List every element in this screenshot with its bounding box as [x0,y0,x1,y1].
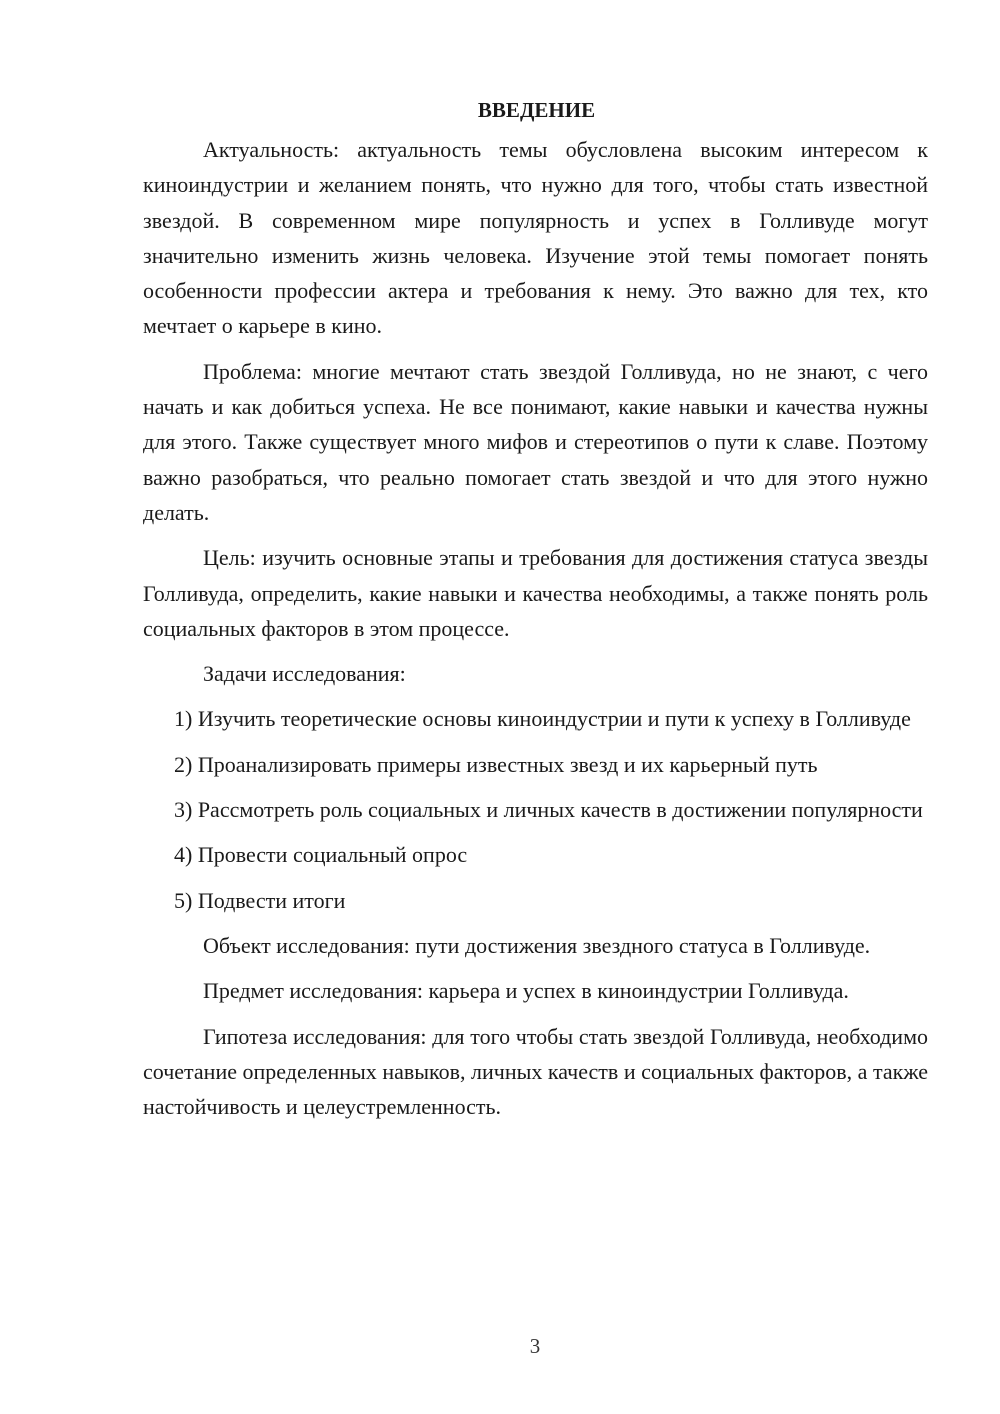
task-item-4: 4) Провести социальный опрос [174,842,468,868]
task-item-2: 2) Проанализировать примеры известных звезд и их карьерный путь [174,751,818,777]
object-paragraph: Объект исследования: пути достижения звездного статуса в Голливуде. [203,932,871,958]
page-title: ВВЕДЕНИЕ [477,98,596,122]
task-item-5: 5) Подвести итоги [174,887,346,913]
tasks-title: Задачи исследования: [203,661,406,687]
task-item-1: 1) Изучить теоретические основы киноиндустрии и пути к успеху в Голливуде [174,706,911,732]
problem-paragraph: Проблема: многие мечтают стать звездой Голливуда, но не знают, с чего начать и как добиться успеха. Не все понимают, какие навыки и качества нужны для этого. Также существует много мифов и стереотипов о пути к славе. Поэтому важно разобраться, что реально помогает стать звездой и что для этого нужно делать. [143,358,928,525]
hypothesis-paragraph: Гипотеза исследования: для того чтобы стать звездой Голливуда, необходимо сочетание определенных навыков, личных качеств и социальных факторов, а также настойчивость и целеустремленность. [143,1023,928,1120]
task-item-3: 3) Рассмотреть роль социальных и личных качеств в достижении популярности [174,797,923,823]
goal-paragraph: Цель: изучить основные этапы и требования для достижения статуса звезды Голливуда, определить, какие навыки и качества необходимы, а также понять роль социальных факторов в этом процессе. [143,545,928,641]
page-number: 3 [529,1334,541,1358]
subject-paragraph: Предмет исследования: карьера и успех в киноиндустрии Голливуда. [203,978,849,1004]
page-content [143,94,928,1124]
relevance-paragraph: Актуальность: актуальность темы обусловлена высоким интересом к киноиндустрии и желанием понять, что нужно для того, чтобы стать известной звездой. В современном мире популярность и успех в Голливуде могут значительно изменить жизнь человека. Изучение этой темы помогает понять особенности профессии актера и требования к нему. Это важно для тех, кто мечтает о карьере в кино. [143,137,928,339]
